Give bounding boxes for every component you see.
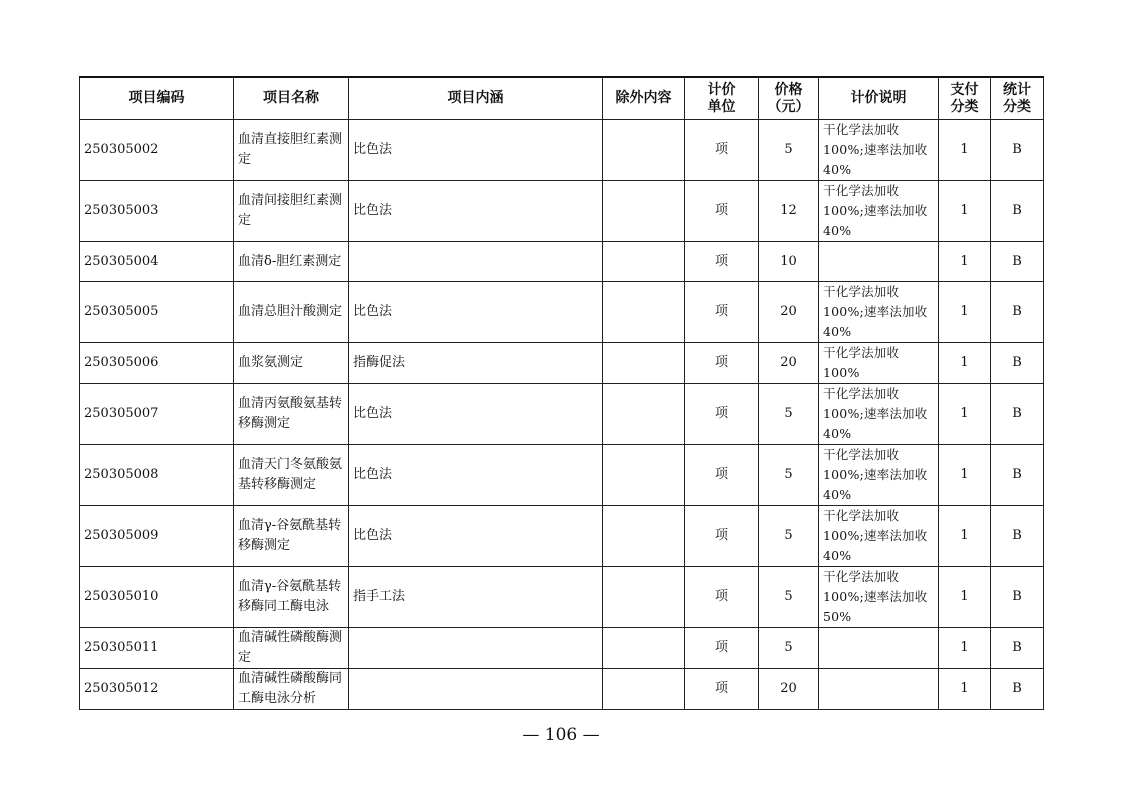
cell-note	[819, 628, 939, 669]
cell-unit: 项	[685, 282, 759, 343]
cell-note: 干化学法加收100%;速率法加收40%	[819, 181, 939, 242]
cell-price: 5	[759, 628, 819, 669]
cell-note: 干化学法加收100%;速率法加收40%	[819, 384, 939, 445]
cell-pay: 1	[939, 445, 991, 506]
cell-content	[349, 242, 603, 282]
cell-content	[349, 628, 603, 669]
cell-content: 比色法	[349, 181, 603, 242]
cell-code: 250305002	[80, 120, 234, 181]
cell-price: 5	[759, 384, 819, 445]
cell-code: 250305009	[80, 506, 234, 567]
cell-code: 250305011	[80, 628, 234, 669]
cell-code: 250305008	[80, 445, 234, 506]
header-stat: 统计 分类	[991, 77, 1044, 120]
cell-code: 250305003	[80, 181, 234, 242]
cell-unit: 项	[685, 628, 759, 669]
cell-code: 250305012	[80, 669, 234, 710]
cell-excluded	[603, 445, 685, 506]
cell-excluded	[603, 242, 685, 282]
cell-unit: 项	[685, 506, 759, 567]
table-row	[80, 181, 1044, 242]
header-row	[80, 77, 1044, 120]
cell-unit: 项	[685, 181, 759, 242]
header-excluded: 除外内容	[603, 77, 685, 120]
cell-note	[819, 669, 939, 710]
table-row	[80, 282, 1044, 343]
cell-note: 干化学法加收100%;速率法加收40%	[819, 120, 939, 181]
cell-stat: B	[991, 120, 1044, 181]
cell-pay: 1	[939, 181, 991, 242]
cell-name: 血清γ-谷氨酰基转移酶同工酶电泳	[234, 567, 349, 628]
cell-code: 250305007	[80, 384, 234, 445]
cell-content: 比色法	[349, 282, 603, 343]
table-row	[80, 445, 1044, 506]
header-code: 项目编码	[80, 77, 234, 120]
cell-note: 干化学法加收100%;速率法加收40%	[819, 282, 939, 343]
cell-content: 比色法	[349, 445, 603, 506]
cell-unit: 项	[685, 120, 759, 181]
cell-code: 250305005	[80, 282, 234, 343]
cell-content: 比色法	[349, 384, 603, 445]
cell-pay: 1	[939, 384, 991, 445]
header-pay: 支付 分类	[939, 77, 991, 120]
header-content: 项目内涵	[349, 77, 603, 120]
cell-unit: 项	[685, 567, 759, 628]
cell-excluded	[603, 506, 685, 567]
table-row	[80, 120, 1044, 181]
cell-content: 指手工法	[349, 567, 603, 628]
cell-note: 干化学法加收100%;速率法加收40%	[819, 506, 939, 567]
cell-code: 250305004	[80, 242, 234, 282]
cell-unit: 项	[685, 669, 759, 710]
cell-price: 5	[759, 506, 819, 567]
cell-note: 干化学法加收100%;速率法加收40%	[819, 445, 939, 506]
cell-pay: 1	[939, 628, 991, 669]
cell-stat: B	[991, 242, 1044, 282]
cell-pay: 1	[939, 343, 991, 384]
cell-name: 血清天门冬氨酸氨基转移酶测定	[234, 445, 349, 506]
cell-name: 血清碱性磷酸酶测定	[234, 628, 349, 669]
cell-price: 20	[759, 282, 819, 343]
cell-stat: B	[991, 506, 1044, 567]
cell-excluded	[603, 181, 685, 242]
cell-content: 比色法	[349, 506, 603, 567]
cell-unit: 项	[685, 343, 759, 384]
table-row	[80, 242, 1044, 282]
cell-unit: 项	[685, 445, 759, 506]
cell-content	[349, 669, 603, 710]
table-row	[80, 384, 1044, 445]
cell-excluded	[603, 567, 685, 628]
cell-excluded	[603, 343, 685, 384]
cell-price: 10	[759, 242, 819, 282]
cell-name: 血清δ-胆红素测定	[234, 242, 349, 282]
table-row	[80, 343, 1044, 384]
cell-pay: 1	[939, 669, 991, 710]
cell-excluded	[603, 282, 685, 343]
cell-pay: 1	[939, 242, 991, 282]
cell-name: 血清总胆汁酸测定	[234, 282, 349, 343]
cell-stat: B	[991, 628, 1044, 669]
cell-price: 5	[759, 120, 819, 181]
table-row	[80, 628, 1044, 669]
cell-name: 血浆氨测定	[234, 343, 349, 384]
cell-content: 指酶促法	[349, 343, 603, 384]
cell-stat: B	[991, 445, 1044, 506]
table-row	[80, 669, 1044, 710]
cell-note	[819, 242, 939, 282]
cell-stat: B	[991, 669, 1044, 710]
cell-pay: 1	[939, 120, 991, 181]
cell-name: 血清丙氨酸氨基转移酶测定	[234, 384, 349, 445]
cell-name: 血清间接胆红素测定	[234, 181, 349, 242]
cell-pay: 1	[939, 567, 991, 628]
price-table	[79, 76, 1044, 710]
cell-code: 250305006	[80, 343, 234, 384]
cell-note: 干化学法加收100%	[819, 343, 939, 384]
cell-unit: 项	[685, 242, 759, 282]
page-number: — 106 —	[522, 725, 600, 745]
cell-name: 血清直接胆红素测定	[234, 120, 349, 181]
cell-excluded	[603, 384, 685, 445]
cell-name: 血清γ-谷氨酰基转移酶测定	[234, 506, 349, 567]
header-unit: 计价 单位	[685, 77, 759, 120]
cell-stat: B	[991, 282, 1044, 343]
cell-excluded	[603, 628, 685, 669]
cell-stat: B	[991, 384, 1044, 445]
cell-price: 12	[759, 181, 819, 242]
table-row	[80, 506, 1044, 567]
header-note: 计价说明	[819, 77, 939, 120]
table-row	[80, 567, 1044, 628]
cell-price: 20	[759, 343, 819, 384]
cell-content: 比色法	[349, 120, 603, 181]
cell-stat: B	[991, 567, 1044, 628]
cell-name: 血清碱性磷酸酶同工酶电泳分析	[234, 669, 349, 710]
cell-excluded	[603, 120, 685, 181]
cell-unit: 项	[685, 384, 759, 445]
cell-price: 5	[759, 567, 819, 628]
cell-price: 20	[759, 669, 819, 710]
cell-stat: B	[991, 343, 1044, 384]
header-price: 价格 （元）	[759, 77, 819, 120]
cell-pay: 1	[939, 282, 991, 343]
cell-pay: 1	[939, 506, 991, 567]
table-body	[80, 120, 1044, 710]
cell-stat: B	[991, 181, 1044, 242]
cell-price: 5	[759, 445, 819, 506]
cell-code: 250305010	[80, 567, 234, 628]
cell-excluded	[603, 669, 685, 710]
cell-note: 干化学法加收100%;速率法加收50%	[819, 567, 939, 628]
header-name: 项目名称	[234, 77, 349, 120]
